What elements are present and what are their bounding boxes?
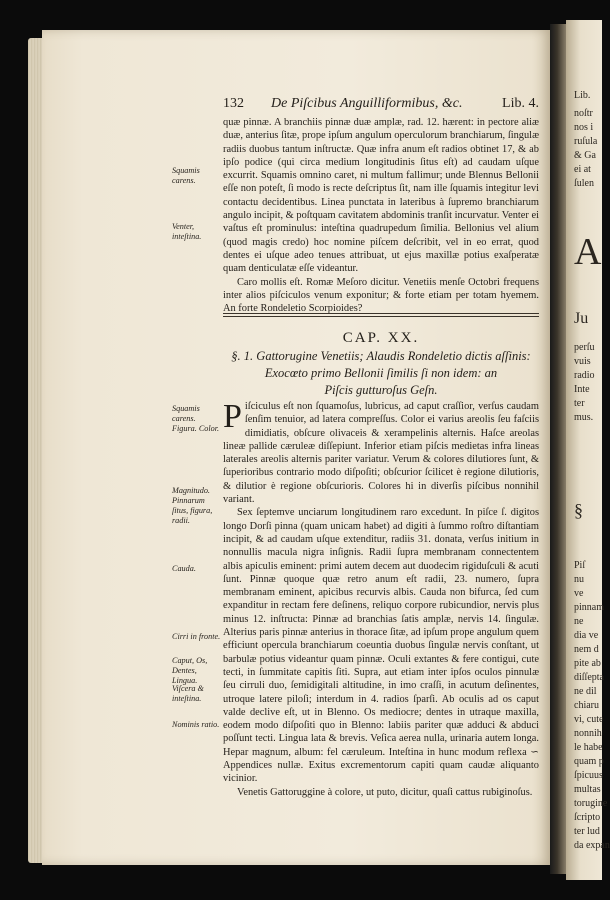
margin-note: Magnitudo. Pinnarum ſitus, figura, radii.	[172, 486, 213, 525]
facing-line: ve	[574, 588, 584, 599]
margin-note: Viſcera & inteſtina.	[172, 684, 204, 703]
facing-section-mark: §	[574, 500, 583, 520]
top-paragraph	[223, 116, 539, 315]
facing-line: diſſepta	[574, 672, 604, 683]
margin-note: Squamis carens. Figura. Color.	[172, 404, 220, 433]
chapter-paragraph-1-text: iſciculus eſt non ſquamoſus, lubricus, ad caput craſſior, verſus caudam ſenſim tenuior, ad latera compreſſus. Color ei varius areolis ſeu faſciis dimidiatis, obſcure olivaceis & xerampelinis alternis. Haſce areolas lineæ pallide cæruleæ diſſepiunt. Inferior etiam piſcis medietas infra lineas laterales areolis alternis pariter variatur. Verum & colores dilutiores ſunt, & ſuperioribus contrario modo diſpoſiti; obſcurior ſcilicet è regione dilutioris, & dilutior è regione obſcurioris. Colores hi in diverſis piſcibus nonnihil variant.	[223, 401, 539, 506]
section-rule	[223, 316, 539, 317]
facing-line: ter lud	[574, 826, 600, 837]
facing-line: nos i	[574, 122, 594, 133]
chapter-body	[223, 398, 539, 798]
facing-big-letter: A	[574, 231, 602, 273]
top-paragraph-text: quæ pinnæ. A branchiis pinnæ duæ amplæ, rad. 12. hærent: in pectore aliæ duæ, anterius ſitæ, prope ipſum angulum operculorum branchiarum, ſingulæ radiis duobus tantum inſtructæ. Quæ infra anum eſt radios obtinet 17, & ab ipſo podice (qui circa medium longitudinis ſitus eſt) ad caudam uſque excurrit. Squamis omnino caret, ni multum fallimur; unde Blennus Bellonii eſſe non poteſt, ſi modo is recte deſcriptus ſit, nam ille ſquamis integitur levi contactu decidentibus. Linea punctata in lateribus à ſupremo branchiarum angulo incipit, & poſtquam cavitatem abdominis tranſit incurvatur. Venter ei vaſtus eſt prominulus: inteſtina quadrupedum ſimilia. Bellonius vel alium (quod magis credo) hoc nomine piſcem deſcribit, vel in eo errat, quod dentes ei uſque adeo tenues attribuat, ut ejus maxillæ potius exaſperatæ quam denticulatæ eſſe videantur.	[223, 117, 539, 275]
margin-note: Caput, Os, Dentes, Lingua.	[172, 656, 208, 685]
facing-line: Piſ	[574, 560, 586, 571]
facing-line: ter	[574, 398, 585, 409]
chapter-paragraph-1	[223, 400, 539, 506]
facing-line: ſcripto	[574, 812, 601, 823]
margin-note: Cirri in fronte.	[172, 632, 221, 641]
chapter-paragraph-3: Venetis Gattoruggine à colore, ut puto, dicitur, quaſi cattus rubiginoſus.	[237, 786, 533, 798]
chapter-title-line: Exocœto primo Bellonii ſimilis ſi non idem: an	[264, 366, 498, 380]
facing-line: mus.	[574, 412, 594, 423]
facing-line: dia ve	[574, 630, 599, 641]
facing-line: chiaru	[574, 700, 599, 711]
chapter-title-line: §. 1. Gattorugine Venetiis; Alaudis Rondeletio dictis aſſinis:	[231, 349, 531, 363]
chapter-paragraph-2: Sex ſeptemve unciarum longitudinem raro excedunt. In piſce ſ. digitos longo Dorſi pinna (quam unicam habet) ad digiti à ſummo roſtro diſtantiam incipit, & ad caudam uſque extenditur, radiis 31. donata, verſus initium in nonnullis macula nigra inſignis. Radii ſupra membranam connectentem albis apiculis eminent: primi autem decem aut duodecim rigiduſculi & acuti ſunt. Pinnæ quoque quæ retro anum eſt radii, 23. numero, ſupra membranam eminent, apicibus recurvis albis. Cauda non bifurca, ſed cum expanditur in rectam fere deſinens, reliquo corpore rubicundior, nervis plus minus 12. inſtructa: Pinnæ ad branchias ſatis amplæ, nervis 14. ſingulæ. Alterius paris pinnæ anterius in thorace ſitæ, ad ipſum prope angulum quem efficiunt opercula branchiarum coeuntia duobus ſingulæ nervis conſtant, ut barbulæ potius videantur quam pinnæ. Oculi extantes & fere contigui, cute tecti, in ſummitate capitis ſiti. Supra, aut etiam inter ipſos oculos pinnulæ ſeu cirruli duo, ſemidigitali altitudine, in imo craſſi, in acutum deſinentes, utroque latere piloſi; interdum in 4. radios ſparſi. Ab oculis ad os caput valde declive eſt, ut in Blenno. Os mediocre; dentes in utraque maxilla, eodem modo diſpoſiti quo in Blenno: labiis pariter quæ adduci & abduci poſſunt tecti. Lingua lata & brevis. Veſica aerea nulla, urinaria autem longa. Hepar magnum, album: fel cæruleum. Inteſtina in hunc modum reflexa ∽ Appendices nullæ. Exitus excrementorum capiti quam caudæ aliquanto vicinior.	[223, 507, 539, 785]
facing-line: Lib.	[574, 90, 591, 101]
facing-line: le habe	[574, 742, 603, 753]
top-paragraph-text-2: Caro mollis eſt. Romæ Meſoro dicitur. Venetiis menſe Octobri frequens inter alios piſciculos venum exponitur; & forte etiam per totam hyemem. An forte Rondeletio Scorpioides?	[223, 276, 539, 315]
facing-line: nu	[574, 574, 584, 585]
book-number: Lib. 4.	[502, 96, 539, 111]
margin-note: Nominis ratio.	[172, 720, 220, 729]
chapter-title-line: Piſcis gutturoſus Geſn.	[324, 383, 438, 397]
running-title: De Piſcibus Anguilliformibus, &c.	[271, 96, 463, 111]
facing-line: quam p	[574, 756, 604, 767]
chapter-number: CAP. XX.	[342, 330, 420, 346]
facing-line: pinnam	[574, 602, 604, 613]
facing-line: vuis	[574, 356, 591, 367]
chapter-title	[223, 348, 539, 399]
facing-line: Inte	[574, 384, 590, 395]
facing-line: pite ab	[574, 658, 601, 669]
facing-line: nonnih	[574, 728, 602, 739]
facing-line: vi, cute	[574, 714, 604, 725]
facing-line: ſpicuus	[574, 770, 603, 781]
facing-line: ruſula	[574, 136, 598, 147]
section-rule	[223, 313, 539, 314]
facing-line: ei at	[574, 164, 591, 175]
facing-line: radio	[574, 370, 595, 381]
page-number: 132	[223, 96, 244, 111]
margin-note: Cauda.	[172, 564, 196, 573]
facing-line: da expan	[574, 840, 610, 851]
facing-line: nem d	[574, 644, 599, 655]
facing-line: perſu	[574, 342, 595, 353]
facing-line: ne dil	[574, 686, 597, 697]
facing-page	[566, 20, 610, 880]
facing-line: ſulen	[574, 178, 594, 189]
facing-line: noſtr	[574, 108, 593, 119]
facing-line: Ju	[574, 310, 589, 327]
facing-line: & Ga	[574, 150, 596, 161]
drop-cap: P	[223, 398, 242, 435]
margin-note: Squamis carens.	[172, 166, 200, 185]
facing-line: torugine	[574, 798, 608, 809]
facing-line: multas	[574, 784, 601, 795]
facing-line: ne	[574, 616, 584, 627]
margin-note: Venter, inteſtina.	[172, 222, 202, 241]
